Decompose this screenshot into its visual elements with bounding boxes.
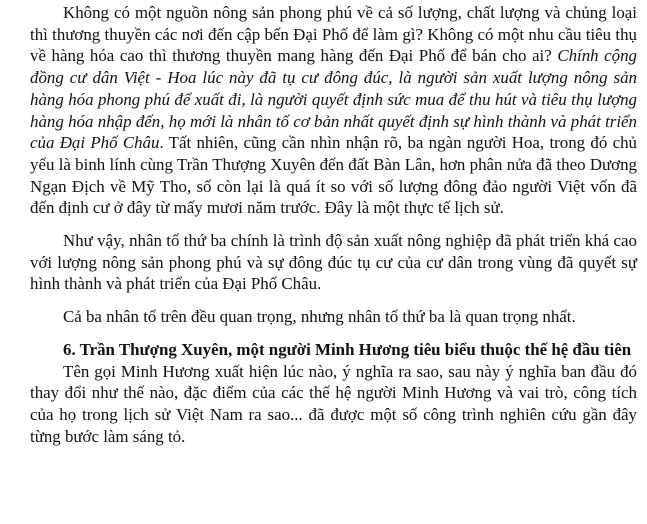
paragraph-1-text: Không có một nguồn nông sản phong phú về cả số lượng, chất lượng và chủng loại thì thương thuyền các nơi đến cập bến Đại Phố để làm gì? Không có một nhu cầu tiêu thụ về hàng hóa cao thì thương thuyền mang hàng đến Đại Phố để bán cho ai? — [30, 3, 637, 66]
paragraph-1-italic-text: Chính cộng đồng cư dân Việt - Hoa lúc này đã tụ cư đông đúc, là người sản xuất lượng nông sản hàng hóa phong phú để xuất đi, là người quyết định sức mua để thu hút và tiêu thụ lượng hàng hóa nhập đến, họ mới là nhân tố cơ bản nhất quyết định sự hình thành và phát triển của Đại Phố Châu — [30, 46, 637, 153]
paragraph-1-text-continued: . Tất nhiên, cũng cần nhìn nhận rõ, ba ngàn người Hoa, trong đó chủ yếu là binh lính cùng Trần Thượng Xuyên đến đất Bàn Lân, hơn phân nửa đã theo Dương Ngạn Địch về Mỹ Tho, số còn lại là quá ít so với số lượng đông đảo người Việt vốn đã đến định cư ở đây từ mấy mươi năm trước. Đây là một thực tế lịch sử. — [30, 133, 637, 218]
section-heading: 6. Trần Thượng Xuyên, một người Minh Hương tiêu biểu thuộc thế hệ đầu tiên — [63, 339, 632, 359]
paragraph-1 — [30, 2, 637, 219]
paragraph-3: Cả ba nhân tố trên đều quan trọng, nhưng nhân tố thứ ba là quan trọng nhất. — [63, 307, 576, 327]
paragraph-2: Như vậy, nhân tố thứ ba chính là trình độ sản xuất nông nghiệp đã phát triển khá cao với lượng nông sản phong phú và sự đông đúc tụ cư của cư dân trong vùng đã quyết sự hình thành và phát triển của Đại Phố Châu. — [30, 231, 637, 294]
paragraph-4: Tên gọi Minh Hương xuất hiện lúc nào, ý nghĩa ra sao, sau này ý nghĩa ban đầu đó thay đổi như thế nào, đặc điểm của các thế hệ người Minh Hương và vai trò, công tích của họ trong lịch sử Việt Nam ra sao... đã được một số công trình nghiên cứu gần đây từng bước làm sáng tỏ. — [30, 361, 637, 446]
